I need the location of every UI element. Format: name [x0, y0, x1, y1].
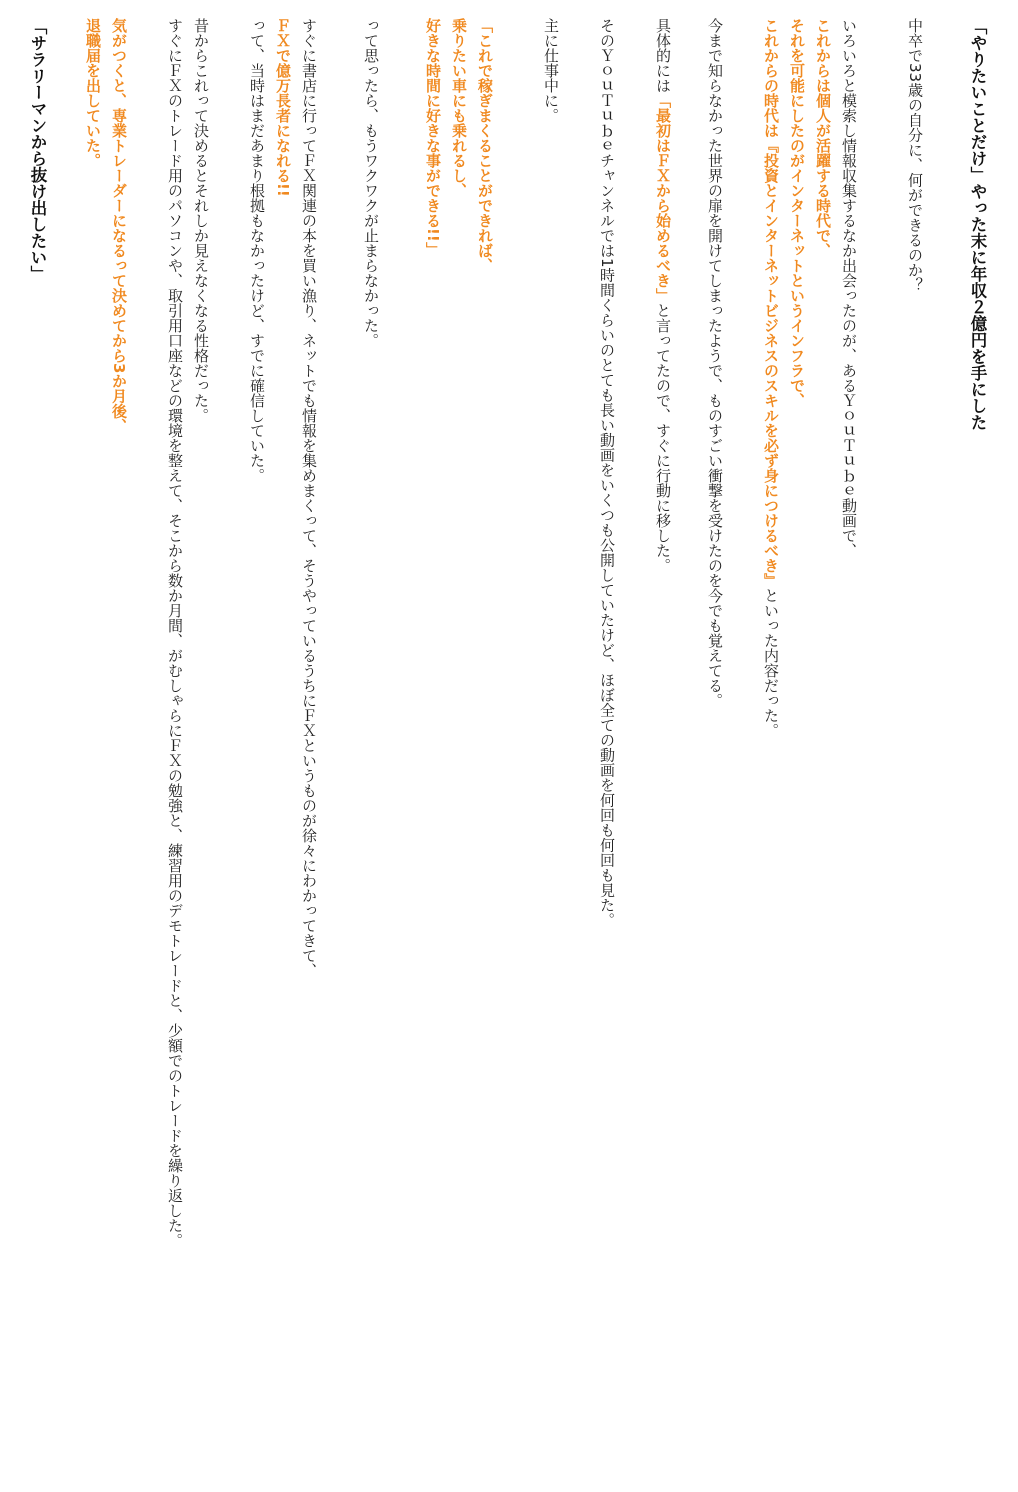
highlight-millionaire: ＦＸで億万長者になれる!! [274, 18, 292, 197]
paragraph-youtube-encounter: いろいろと模索し情報収集するなか出会ったのが、あるＹｏｕＴｕｂｅ動画で、 [840, 18, 858, 558]
quote-earn-line3: 好きな時間に好きな事ができる!!」 [424, 18, 442, 257]
paragraph-watched-videos: そのＹｏｕＴｕｂｅチャンネルでは1時間くらいのとても長い動画をいくつも公開していたけど、ほぼ全ての動画を何回も何回も見た。 [598, 18, 616, 928]
paragraph-bookstore: すぐに書店に行ってＦＸ関連の本を買い漁り、ネットでも情報を集めまくって、そうやっているうちにＦＸというものが徐々にわかってきて、 [300, 18, 318, 978]
heading-escape-salaryman: 「サラリーマンから抜け出したい」 [28, 18, 47, 282]
paragraph-shock: 今まで知らなかった世界の扉を開けてしまったようで、ものすごい衝撃を受けたのを今でも覚えてる。 [706, 18, 724, 708]
highlight-individual-era: これからは個人が活躍する時代で、 [814, 18, 832, 258]
highlight-resignation: 退職届を出していた。 [84, 18, 102, 168]
highlight-internet-infra: それを可能にしたのがインターネットというインフラで、 [788, 18, 806, 408]
quote-earn-line2: 乗りたい車にも乗れるし、 [450, 18, 468, 198]
quote-earn-line1: 「これで稼ぎまくることができれば、 [476, 18, 494, 273]
paragraph-start-fx [650, 18, 676, 1458]
paragraph-personality: 昔からこれって決めるとそれしか見えなくなる性格だった。 [192, 18, 210, 423]
heading-yaritai-koto: 「やりたいことだけ」やった末に年収２億円を手にした [968, 18, 987, 431]
article-body [0, 18, 990, 1458]
paragraph-conviction: って、当時はまだあまり根拠もなかったけど、すでに確信していた。 [248, 18, 266, 483]
intro-text: 中卒で33歳の自分に、何ができるのか？ [906, 18, 924, 293]
paragraph-trading-practice: すぐにＦＸのトレード用のパソコンや、取引用口座などの環境を整えて、そこから数か月間、がむしゃらにＦＸの勉強と、練習用のデモトレードと、少額でのトレードを繰り返した。 [166, 18, 184, 1248]
paragraph-at-work: 主に仕事中に。 [542, 18, 560, 123]
highlight-three-months: 気がつくと、専業トレーダーになるって決めてから3か月後、 [110, 18, 128, 434]
paragraph-excitement: って思ったら、もうワクワクが止まらなかった。 [362, 18, 380, 348]
text-took-action: と言ってたので、すぐに行動に移した。 [654, 303, 672, 573]
paragraph-tail: といった内容だった。 [762, 588, 780, 738]
paragraph-investment-skills [758, 18, 784, 1458]
highlight-investment-skills: これからの時代は『投資とインターネットビジネスのスキルを必ず身につけるべき』 [762, 18, 780, 588]
text-specifically: 具体的には [654, 18, 672, 93]
highlight-start-fx: 「最初はＦＸから始めるべき」 [654, 93, 672, 303]
